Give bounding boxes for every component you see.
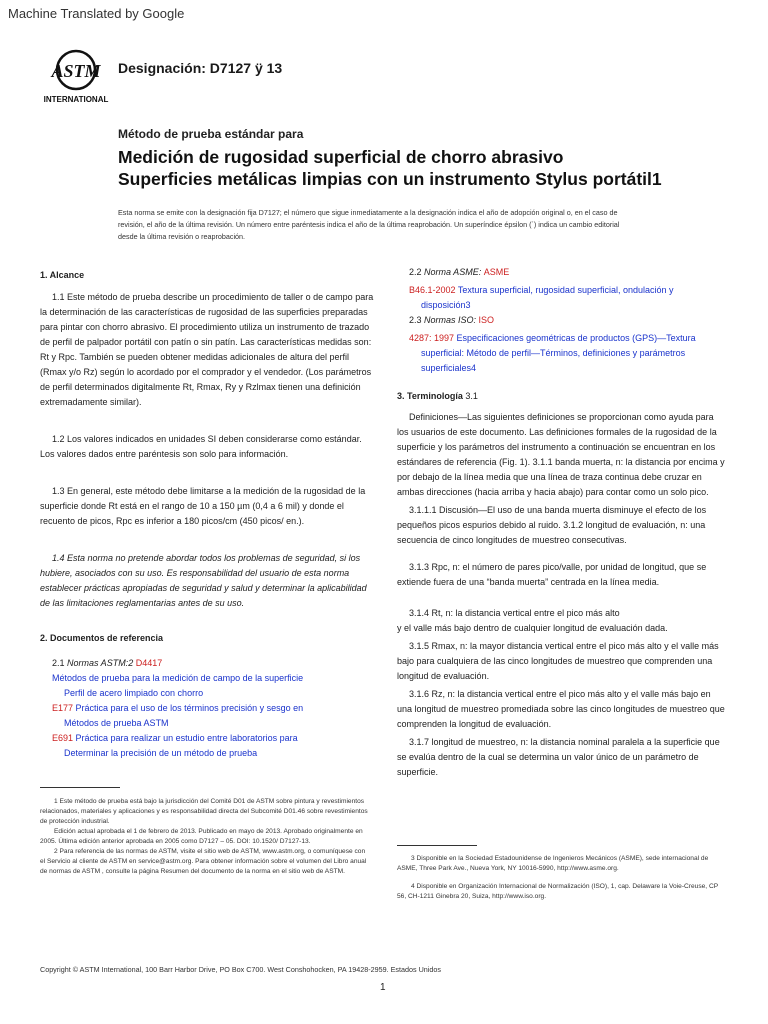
copyright-notice: Copyright © ASTM International, 100 Barr Harbor Drive, PO Box C700. West Conshohocken, PA 19428-2959. Estados Unidos [40, 965, 441, 974]
notice-line: revisión, el año de la última revisión. Un número entre paréntesis indica el año de la última reaprobación. Un superíndice épsilon (´) indica un cambio editorial [118, 220, 620, 229]
reference-e691-line2[interactable]: Determinar la precisión de un método de prueba [64, 748, 258, 758]
footnote-1-text: 1 Este método de prueba está bajo la jurisdicción del Comité D01 de ASTM sobre pintura y revestimientos relacionados, materiales y aplicaciones y es responsabilidad directa del Subcomité D01.46 sobre revestimientos de protección industrial. [40, 798, 368, 825]
footnote-3-text: 3 Disponible en la Sociedad Estadounidense de Ingenieros Mecánicos (ASME), sede internacional de ASME, Three Park Ave., Nueva York, NY 10016-5990, http://www.asme.org. [397, 855, 709, 872]
p22-prefix: 2.2 [409, 267, 425, 277]
e691-code[interactable]: E691 [52, 733, 74, 743]
reference-iso4287[interactable] [397, 331, 727, 346]
p23-prefix: 2.3 [409, 315, 425, 325]
footnote-2-text: 2 Para referencia de las normas de ASTM, visite el sitio web de ASTM, www.astm.org, o comuníquese con el Servicio al cliente de ASTM en service@astm.org. Para obtener información sobre el volumen del Libro anual de normas de ASTM , consulte la página Resumen del documento de la norma en el sitio web de ASTM. [40, 848, 367, 875]
paragraph-3-1-5: 3.1.5 Rmax, n: la mayor distancia vertical entre el pico más alto y el valle más bajo para cualquiera de las cinco longitudes de muestreo que comprenden una longitud de evaluación. [397, 641, 719, 681]
section-heading-references: 2. Documentos de referencia [40, 633, 164, 643]
footnote-4-text: 4 Disponible en Organización Internacional de Normalización (ISO), 1, cap. Delaware la Voie-Creuse, CP 56, CH-1211 Ginebra 20, Suiza, http://www.iso.org. [397, 883, 719, 900]
reference-e177[interactable] [40, 701, 375, 716]
logo-text-bottom: INTERNATIONAL [43, 95, 109, 104]
reference-d4417[interactable] [40, 671, 375, 686]
iso-code[interactable]: ISO [478, 315, 495, 325]
footnote-divider-left [40, 787, 120, 788]
reference-iso4287-cont1[interactable] [397, 346, 727, 361]
page-number: 1 [380, 982, 386, 993]
e177-code[interactable]: E177 [52, 703, 74, 713]
section-heading-terminology [397, 389, 727, 404]
reference-b46-cont[interactable] [397, 298, 727, 313]
footnote-1 [40, 797, 370, 877]
reference-e177-line2[interactable]: Métodos de prueba ASTM [64, 718, 169, 728]
paragraph-3-1-4b: y el valle más bajo dentro de cualquier longitud de evaluación dada. [397, 623, 668, 633]
notice-line: Esta norma se emite con la designación fija D7127; el número que sigue inmediatamente a la designación indica el año de adopción original o, en el caso de [118, 208, 618, 217]
paragraph-3-1-1-1: 3.1.1.1 Discusión—El uso de una banda muerta disminuye el efecto de los pequeños picos espurios debido al ruido. 3.1.2 longitud de evaluación, n: una secuencia de cinco longitudes de muestreo consecutivas. [397, 505, 707, 545]
issuance-notice [118, 207, 638, 243]
paragraph-3-1-4a: 3.1.4 Rt, n: la distancia vertical entre el pico más alto [409, 608, 620, 618]
footnote-1-edition: Edición actual aprobada el 1 de febrero de 2013. Publicado en mayo de 2013. Aprobado originalmente en 2005. Última edición anterior aprobada en 2005 como D7127 – 05. DOI: 10.1520/ D7127-13. [40, 828, 363, 845]
notice-line: desde la última revisión o reaprobación. [118, 232, 246, 241]
reference-e691-cont[interactable] [40, 746, 375, 761]
paragraph-3-1-7: 3.1.7 longitud de muestreo, n: la distancia nominal paralela a la superficie que se evalúa dentro de la cual se determina un valor único de un parámetro de superficie. [397, 737, 720, 777]
right-column [397, 265, 727, 780]
reference-e691[interactable] [40, 731, 375, 746]
reference-d4417-cont[interactable] [40, 686, 375, 701]
reference-iso4287-cont2[interactable] [397, 361, 727, 376]
reference-b46[interactable] [397, 283, 727, 298]
reference-e691-line1[interactable]: Práctica para realizar un estudio entre laboratorios para [73, 733, 298, 743]
reference-d4417-line1[interactable]: Métodos de prueba para la medición de campo de la superficie [52, 673, 304, 683]
title-line-2: Superficies metálicas limpias con un instrumento Stylus portátil1 [118, 169, 662, 189]
paragraph-3-1-6: 3.1.6 Rz, n: la distancia vertical entre el pico más alto y el valle más bajo en una longitud de muestreo promediada sobre las cinco longitudes de muestreo que comprenden la longitud de evaluación. [397, 689, 725, 729]
p23-italic: Normas ISO: [424, 315, 479, 325]
p21-italic: Normas ASTM:2 [67, 658, 136, 668]
p22-italic: Norma ASME: [424, 267, 484, 277]
paragraph-3-1: Definiciones—Las siguientes definiciones se proporcionan como ayuda para los usuarios de este documento. Las definiciones formales de la rugosidad de la superficie y los parámetros del instrumento a continuación se encuentran en los estándares de referencia (Fig. 1). 3.1.1 banda muerta, n: la distancia por encima y por debajo de la línea media que una línea de traza continua debe cruzar en ambas direcciones (hacia arriba y hacia abajo) para contar como un solo pico. [397, 412, 725, 497]
title-line-1: Medición de rugosidad superficial de chorro abrasivo [118, 147, 564, 167]
left-column [40, 268, 375, 761]
footnote-divider-right [397, 845, 477, 846]
paragraph-2-3 [397, 313, 727, 328]
document-title [118, 146, 738, 190]
reference-d4417-line2[interactable]: Perfil de acero limpiado con chorro [64, 688, 204, 698]
logo-text-top: ASTM [51, 61, 101, 81]
reference-iso4287-line2[interactable]: superficial: Método de perfil—Términos, definiciones y parámetros [421, 348, 686, 358]
machine-translation-banner: Machine Translated by Google [8, 6, 185, 21]
terminology-heading: 3. Terminología [397, 391, 463, 401]
iso4287-code[interactable]: 4287: 1997 [409, 333, 455, 343]
p21-prefix: 2.1 [52, 658, 68, 668]
paragraph-2-2 [397, 265, 727, 280]
standard-type: Método de prueba estándar para [118, 127, 304, 141]
section-heading-scope: 1. Alcance [40, 270, 85, 280]
paragraph-3-1-3: 3.1.3 Rpc, n: el número de pares pico/valle, por unidad de longitud, que se extiende fuera de una “banda muerta” centrada en la línea media. [397, 562, 707, 587]
reference-b46-line2[interactable]: disposición3 [421, 300, 471, 310]
reference-e177-cont[interactable] [40, 716, 375, 731]
astm-d4417-code[interactable]: D4417 [135, 658, 163, 668]
paragraph-1-4: 1.4 Esta norma no pretende abordar todos los problemas de seguridad, si los hubiere, asociados con su uso. Es responsabilidad del usuario de esta norma establecer prácticas apropiadas de seguridad y salud y determinar la aplicabilidad de las limitaciones reglamentarias antes de su uso. [40, 553, 367, 608]
paragraph-2-1 [40, 656, 375, 671]
footnotes-right [397, 854, 727, 902]
reference-iso4287-line1[interactable]: Especificaciones geométricas de productos (GPS)—Textura [454, 333, 696, 343]
paragraph-1-1: 1.1 Este método de prueba describe un procedimiento de taller o de campo para la determinación de las características de rugosidad de las superficies preparadas para pintar con chorro abrasivo. El procedimiento utiliza un instrumento de trazado de perfil de palpador portátil con patín o sin patín. Las características medidas son: Rt y Rpc. También se pueden obtener medidas adicionales de altura del perfil (Rmax y/o Rz) según lo acordado por el comprador y el vendedor. (Los parámetros de perfil determinados digitalmente Rt, Rmax, Ry y Rzlmax tienen una definición extremadamente similar). [40, 292, 374, 407]
paragraph-1-3: 1.3 En general, este método debe limitarse a la medición de la rugosidad de la superficie donde Rt está en el rango de 10 a 150 µm (0,4 a 6 mil) y donde el recuento de picos, Rpc es inferior a 180 picos/cm (450 picos/ en.). [40, 486, 366, 526]
b46-code[interactable]: B46.1-2002 [409, 285, 456, 295]
reference-e177-line1[interactable]: Práctica para el uso de los términos precisión y sesgo en [73, 703, 304, 713]
astm-international-logo [40, 48, 112, 108]
terminology-number: 3.1 [462, 391, 478, 401]
reference-b46-line1[interactable]: Textura superficial, rugosidad superficial, ondulación y [455, 285, 674, 295]
asme-code[interactable]: ASME [483, 267, 510, 277]
designation: Designación: D7127 ÿ 13 [118, 60, 283, 76]
paragraph-1-2: 1.2 Los valores indicados en unidades SI deben considerarse como estándar. Los valores dados entre paréntesis son solo para información. [40, 434, 362, 459]
reference-iso4287-line3[interactable]: superficiales4 [421, 363, 477, 373]
